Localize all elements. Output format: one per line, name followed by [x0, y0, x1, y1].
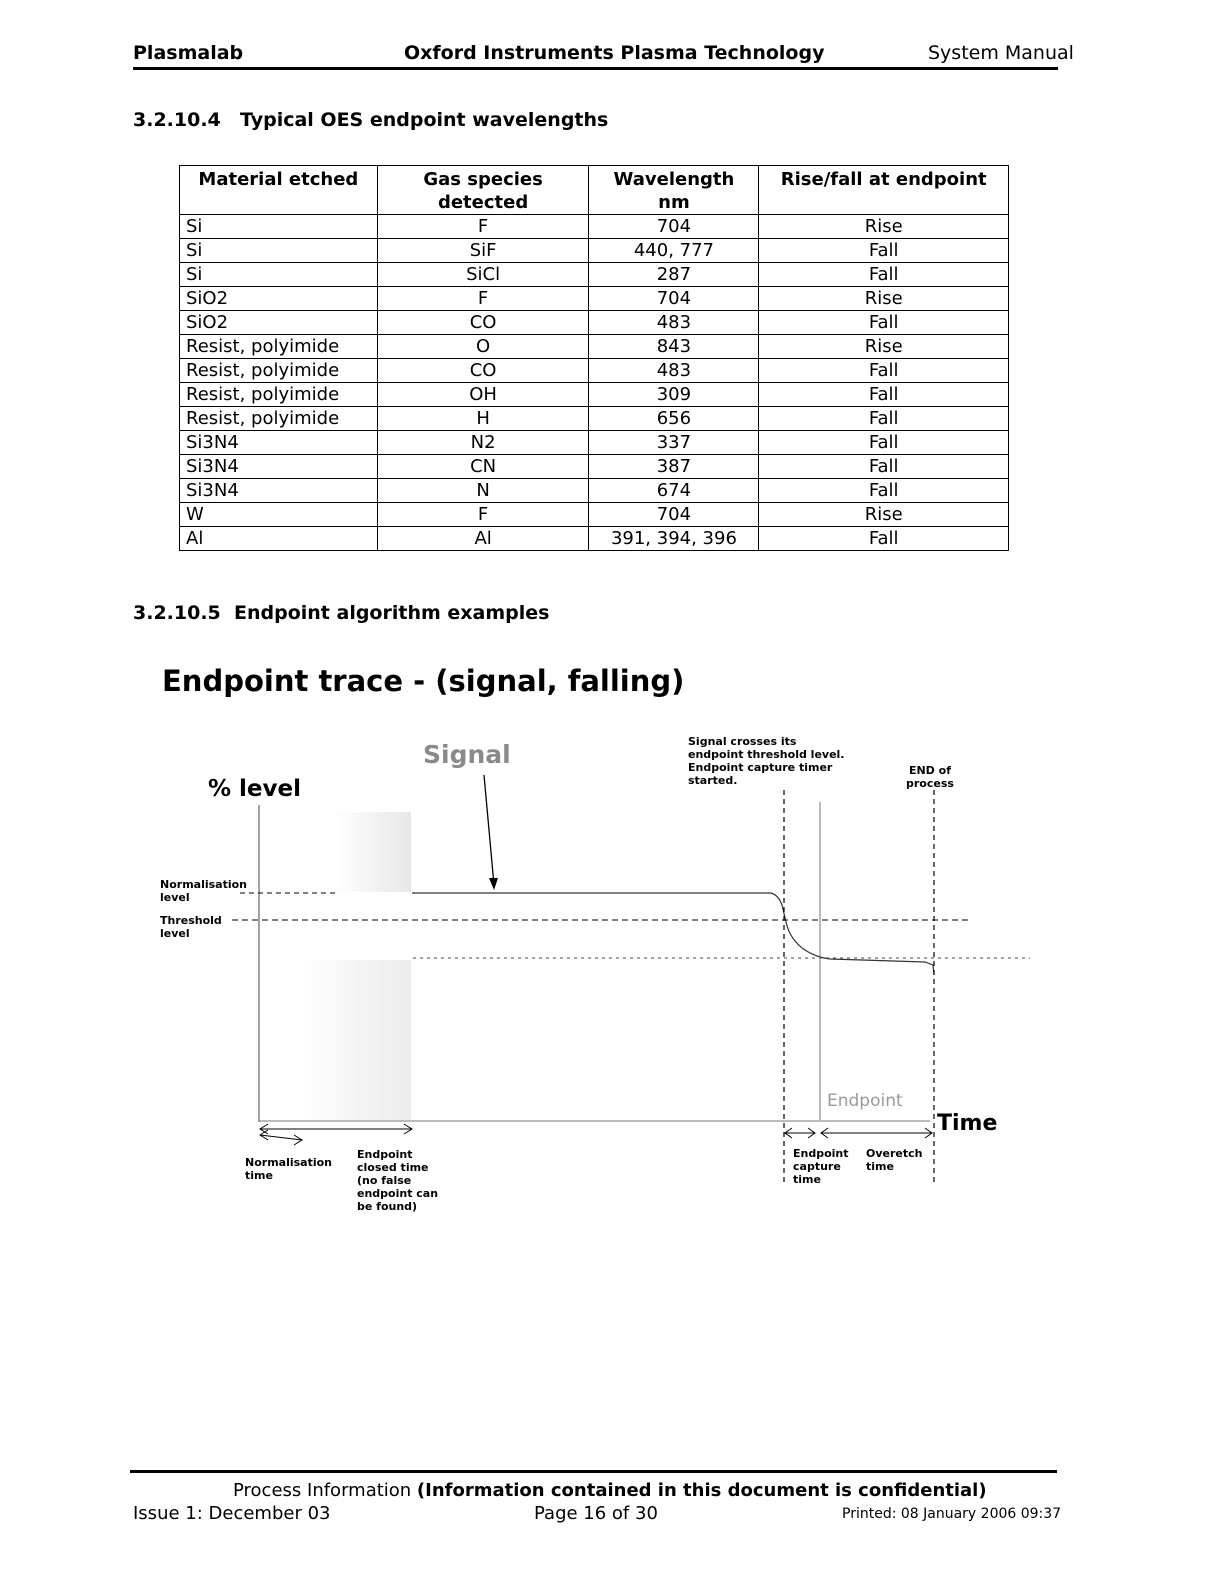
- cell-gas: CO: [377, 311, 589, 335]
- cell-gas: N2: [377, 431, 589, 455]
- footer-issue: Issue 1: December 03: [133, 1503, 331, 1524]
- cell-risefall: Fall: [759, 359, 1009, 383]
- cell-wavelength: 843: [589, 335, 759, 359]
- cell-wavelength: 483: [589, 311, 759, 335]
- cell-risefall: Fall: [759, 431, 1009, 455]
- cell-gas: OH: [377, 383, 589, 407]
- cell-wavelength: 387: [589, 455, 759, 479]
- cell-risefall: Fall: [759, 455, 1009, 479]
- cell-gas: CN: [377, 455, 589, 479]
- signal-arrowhead: [489, 878, 498, 890]
- cell-gas: SiF: [377, 239, 589, 263]
- footer-page: Page 16 of 30: [534, 1503, 658, 1524]
- cell-gas: H: [377, 407, 589, 431]
- cell-wavelength: 440, 777: [589, 239, 759, 263]
- signal-label: Signal: [423, 740, 511, 769]
- cell-risefall: Fall: [759, 407, 1009, 431]
- cell-risefall: Rise: [759, 503, 1009, 527]
- normalisation-level-label: Normalisation level: [160, 878, 248, 904]
- cell-wavelength: 674: [589, 479, 759, 503]
- footer-line1: Process Information (Information contained in this document is confidential): [233, 1480, 987, 1501]
- cell-gas: F: [377, 287, 589, 311]
- capture-time-label: Endpoint capture time: [793, 1147, 849, 1186]
- header-right: System Manual: [928, 42, 1074, 64]
- header-center: Oxford Instruments Plasma Technology: [404, 42, 825, 64]
- cell-wavelength: 287: [589, 263, 759, 287]
- cell-gas: CO: [377, 359, 589, 383]
- cell-material: Si3N4: [180, 431, 378, 455]
- section-title: Endpoint algorithm examples: [234, 602, 550, 624]
- cell-material: Resist, polyimide: [180, 383, 378, 407]
- header-wavelength: Wavelength nm: [589, 166, 759, 215]
- signal-trace: [412, 893, 934, 975]
- cell-wavelength: 391, 394, 396: [589, 527, 759, 551]
- end-of-process-note: END of process: [906, 764, 954, 790]
- y-axis-label: % level: [208, 776, 302, 802]
- cell-material: Resist, polyimide: [180, 359, 378, 383]
- x-axis-label: Time: [937, 1111, 998, 1136]
- endpoint-label: Endpoint: [827, 1091, 903, 1111]
- header-left: Plasmalab: [133, 42, 244, 64]
- header-risefall: Rise/fall at endpoint: [759, 166, 1009, 215]
- cell-gas: N: [377, 479, 589, 503]
- cell-gas: SiCl: [377, 263, 589, 287]
- crossing-note: Signal crosses its endpoint threshold level. Endpoint capture timer started.: [688, 735, 845, 787]
- cell-gas: F: [377, 503, 589, 527]
- cell-material: Si: [180, 263, 378, 287]
- cell-material: Si3N4: [180, 479, 378, 503]
- cell-risefall: Rise: [759, 335, 1009, 359]
- cell-gas: F: [377, 215, 589, 239]
- cell-risefall: Fall: [759, 239, 1009, 263]
- cell-wavelength: 656: [589, 407, 759, 431]
- section-number: 3.2.10.4: [133, 109, 221, 131]
- cell-wavelength: 704: [589, 503, 759, 527]
- cell-wavelength: 337: [589, 431, 759, 455]
- normalisation-time-label: Normalisation time: [245, 1156, 333, 1182]
- cell-material: Si3N4: [180, 455, 378, 479]
- cell-risefall: Fall: [759, 383, 1009, 407]
- section-title: Typical OES endpoint wavelengths: [240, 109, 609, 131]
- scan-smudge: [335, 812, 411, 892]
- cell-material: SiO2: [180, 287, 378, 311]
- cell-wavelength: 704: [589, 215, 759, 239]
- cell-material: Al: [180, 527, 378, 551]
- cell-material: SiO2: [180, 311, 378, 335]
- cell-gas: O: [377, 335, 589, 359]
- threshold-level-label: Threshold level: [160, 914, 222, 940]
- header-material: Material etched: [180, 166, 378, 215]
- cell-risefall: Fall: [759, 263, 1009, 287]
- cell-material: Resist, polyimide: [180, 407, 378, 431]
- cell-wavelength: 483: [589, 359, 759, 383]
- cell-risefall: Fall: [759, 479, 1009, 503]
- footer-printed: Printed: 08 January 2006 09:37: [842, 1506, 1062, 1522]
- overetch-time-label: Overetch time: [866, 1147, 923, 1173]
- section-number: 3.2.10.5: [133, 602, 221, 624]
- cell-risefall: Fall: [759, 311, 1009, 335]
- cell-risefall: Rise: [759, 215, 1009, 239]
- cell-wavelength: 309: [589, 383, 759, 407]
- figure-title: Endpoint trace - (signal, falling): [162, 664, 685, 698]
- footer-rule: [130, 1470, 1057, 1473]
- cell-risefall: Rise: [759, 287, 1009, 311]
- cell-material: Si: [180, 239, 378, 263]
- cell-gas: Al: [377, 527, 589, 551]
- cell-material: Si: [180, 215, 378, 239]
- scan-smudge: [300, 960, 411, 1120]
- cell-material: W: [180, 503, 378, 527]
- cell-material: Resist, polyimide: [180, 335, 378, 359]
- cell-wavelength: 704: [589, 287, 759, 311]
- closed-time-label: Endpoint closed time (no false endpoint can be found): [357, 1148, 439, 1213]
- cell-risefall: Fall: [759, 527, 1009, 551]
- signal-arrow: [484, 775, 494, 885]
- header-gas: Gas species detected: [377, 166, 589, 215]
